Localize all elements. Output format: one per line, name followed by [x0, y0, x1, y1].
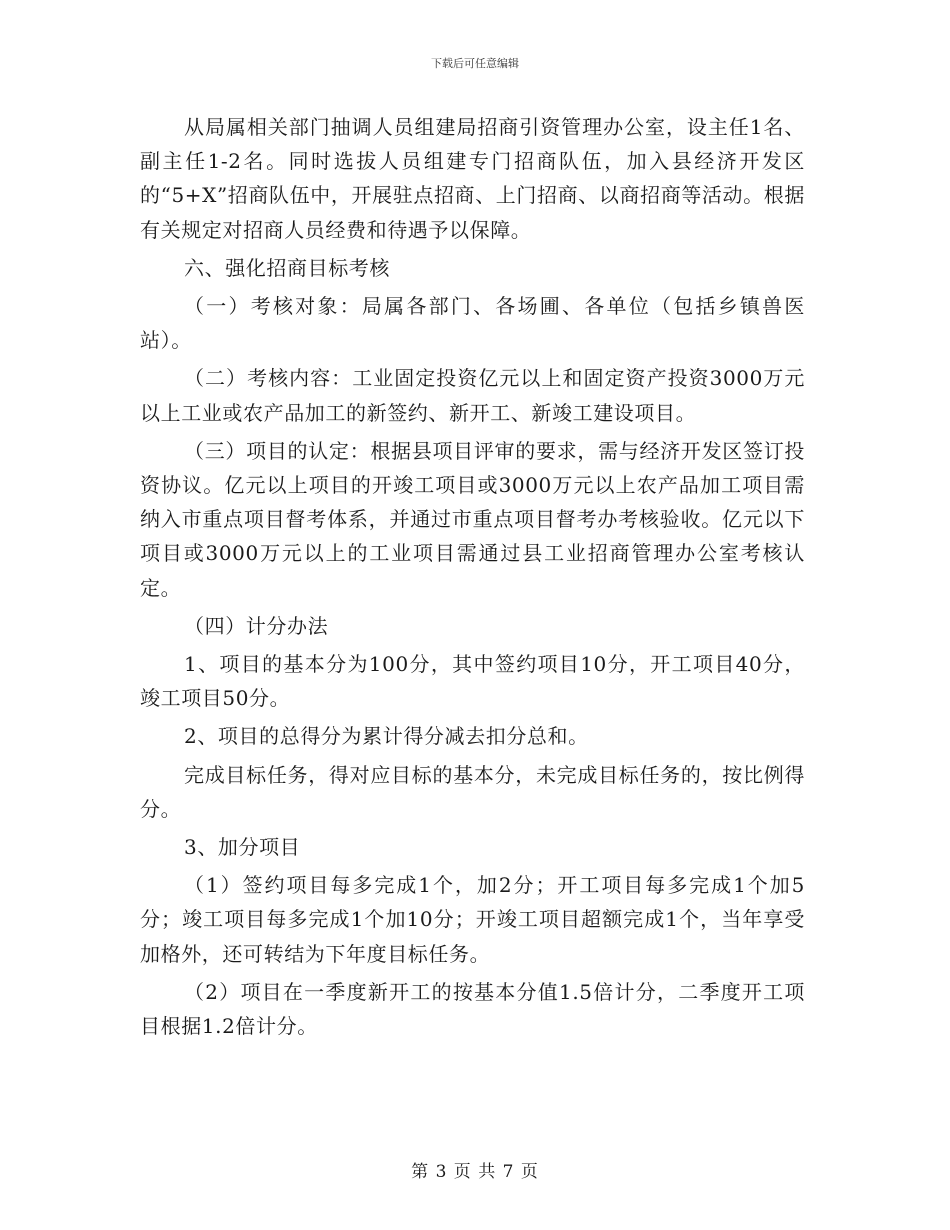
paragraph-assessment-target: （一）考核对象：局属各部门、各场圃、各单位（包括乡镇兽医站）。 [140, 294, 805, 353]
paragraph-bonus-1: （1）签约项目每多完成1个，加2分；开工项目每多完成1个加5分；竣工项目每多完成1个加10分；开竣工项目超额完成1个，当年享受加格外，还可转结为下年度目标任务。 [140, 873, 805, 966]
subheading-bonus-items: 3、加分项目 [184, 835, 301, 860]
document-body [140, 110, 805, 1047]
page-number-footer: 第 3 页 共 7 页 [411, 1162, 539, 1182]
paragraph-bonus-2: （2）项目在一季度新开工的按基本分值1.5倍计分，二季度开工项目根据1.2倍计分。 [140, 979, 805, 1039]
page-header: 下载后可任意编辑 [431, 57, 519, 70]
paragraph-base-score: 1、项目的基本分为100分，其中签约项目10分，开工项目40分，竣工项目50分。 [140, 652, 805, 711]
paragraph-target-completion: 完成目标任务，得对应目标的基本分，未完成目标任务的，按比例得分。 [140, 762, 805, 821]
subheading-scoring-method: （四）计分办法 [184, 613, 329, 638]
paragraph-assessment-content: （二）考核内容：工业固定投资亿元以上和固定资产投资3000万元以上工业或农产品加工的新签约、新开工、新竣工建设项目。 [140, 366, 805, 425]
paragraph-total-score: 2、项目的总得分为累计得分减去扣分总和。 [184, 724, 589, 749]
section-heading-assessment: 六、强化招商目标考核 [184, 255, 390, 280]
paragraph-office-setup: 从局属相关部门抽调人员组建局招商引资管理办公室，设主任1名、副主任1-2名。同时选拔人员组建专门招商队伍，加入县经济开发区的“5+X”招商队伍中，开展驻点招商、上门招商、以商招商等活动。根据有关规定对招商人员经费和待遇予以保障。 [140, 115, 805, 242]
paragraph-project-identification: （三）项目的认定：根据县项目评审的要求，需与经济开发区签订投资协议。亿元以上项目的开竣工项目或3000万元以上农产品加工项目需纳入市重点项目督考体系，并通过市重点项目督考办考核验收。亿元以下项目或3000万元以上的工业项目需通过县工业招商管理办公室考核认定。 [140, 438, 805, 600]
